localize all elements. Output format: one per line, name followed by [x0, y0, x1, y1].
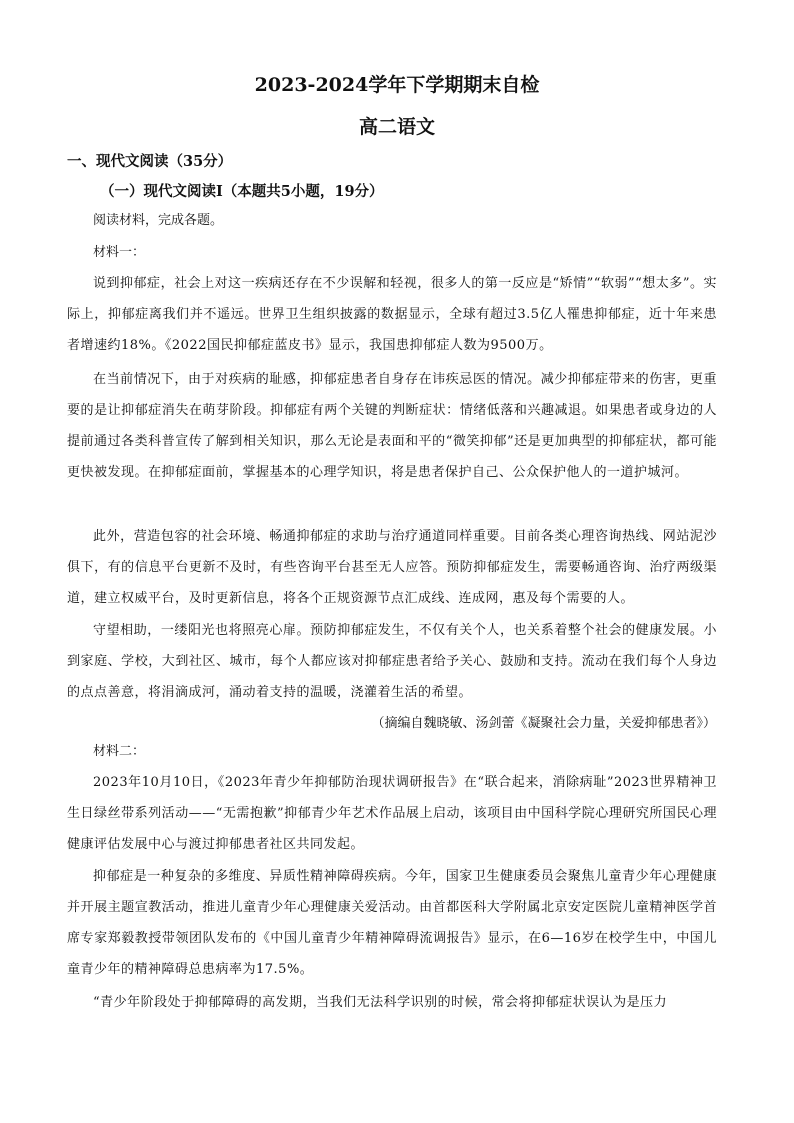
material2-paragraph-2: 抑郁症是一种复杂的多维度、异质性精神障碍疾病。今年，国家卫生健康委员会聚焦儿童青少年心理健康并开展主题宣教活动，推进儿童青少年心理健康关爱活动。由首都医科大学附属北京安定医院儿童精神医学首席专家郑毅教授带领团队发布的《中国儿童青少年精神障碍流调报告》显示，在6—16岁在校学生中，中国儿童青少年的精神障碍总患病率为17.5%。: [67, 869, 717, 977]
subject-title: 高二语文: [358, 116, 435, 138]
material1-label: 材料一：: [93, 245, 146, 260]
material1-paragraph-3: 此外，营造包容的社会环境、畅通抑郁症的求助与治疗通道同样重要。目前各类心理咨询热线、网站泥沙俱下，有的信息平台更新不及时，有些咨询平台甚至无人应答。预防抑郁症发生，需要畅通咨询、治疗两级渠道，建立权威平台，及时更新信息，将各个正规资源节点汇成线、连成网，惠及每个需要的人。: [67, 529, 717, 606]
material1-source: （摘编自魏晓敏、汤剑蕾《凝聚社会力量，关爱抑郁患者》）: [371, 716, 716, 731]
material1-paragraph-4: 守望相助，一缕阳光也将照亮心扉。预防抑郁症发生，不仅有关个人，也关系着整个社会的健康发展。小到家庭、学校，大到社区、城市，每个人都应该对抑郁症患者给予关心、鼓励和支持。流动在我们每个人身边的点点善意，将涓滴成河，涌动着支持的温暖，浇灌着生活的希望。: [67, 623, 717, 700]
material2-paragraph-1: 2023年10月10日，《2023年青少年抑郁防治现状调研报告》在“联合起来，消除病耻”2023世界精神卫生日绿丝带系列活动——“无需抱歉”抑郁青少年艺术作品展上启动，该项目由中国科学院心理研究所国民心理健康评估发展中心与渡过抑郁患者社区共同发起。: [67, 775, 717, 852]
instruction-text: 阅读材料，完成各题。: [93, 213, 224, 228]
section-heading: 一、现代文阅读（35分）: [67, 153, 233, 170]
material2-paragraph-3: “青少年阶段处于抑郁障碍的高发期，当我们无法科学识别的时候，常会将抑郁症状误认为是压力: [93, 995, 668, 1010]
exam-title: 2023-2024学年下学期期末自检: [254, 74, 540, 96]
material1-paragraph-1: 说到抑郁症，社会上对这一疾病还存在不少误解和轻视，很多人的第一反应是“矫情”“软弱”“想太多”。实际上，抑郁症离我们并不遥远。世界卫生组织披露的数据显示，全球有超过3.5亿人罹患抑郁症，近十年来患者增速约18%。《2022国民抑郁症蓝皮书》显示，我国患抑郁症人数为9500万。: [67, 276, 717, 353]
material2-label: 材料二：: [93, 744, 146, 759]
material1-paragraph-2: 在当前情况下，由于对疾病的耻感，抑郁症患者自身存在讳疾忌医的情况。减少抑郁症带来的伤害，更重要的是让抑郁症消失在萌芽阶段。抑郁症有两个关键的判断症状：情绪低落和兴趣减退。如果患者或身边的人提前通过各类科普宣传了解到相关知识，那么无论是表面和平的“微笑抑郁”还是更加典型的抑郁症状，都可能更快被发现。在抑郁症面前，掌握基本的心理学知识，将是患者保护自己、公众保护他人的一道护城河。: [67, 372, 717, 480]
subsection-heading: （一）现代文阅读Ⅰ（本题共5小题，19分）: [100, 183, 384, 200]
